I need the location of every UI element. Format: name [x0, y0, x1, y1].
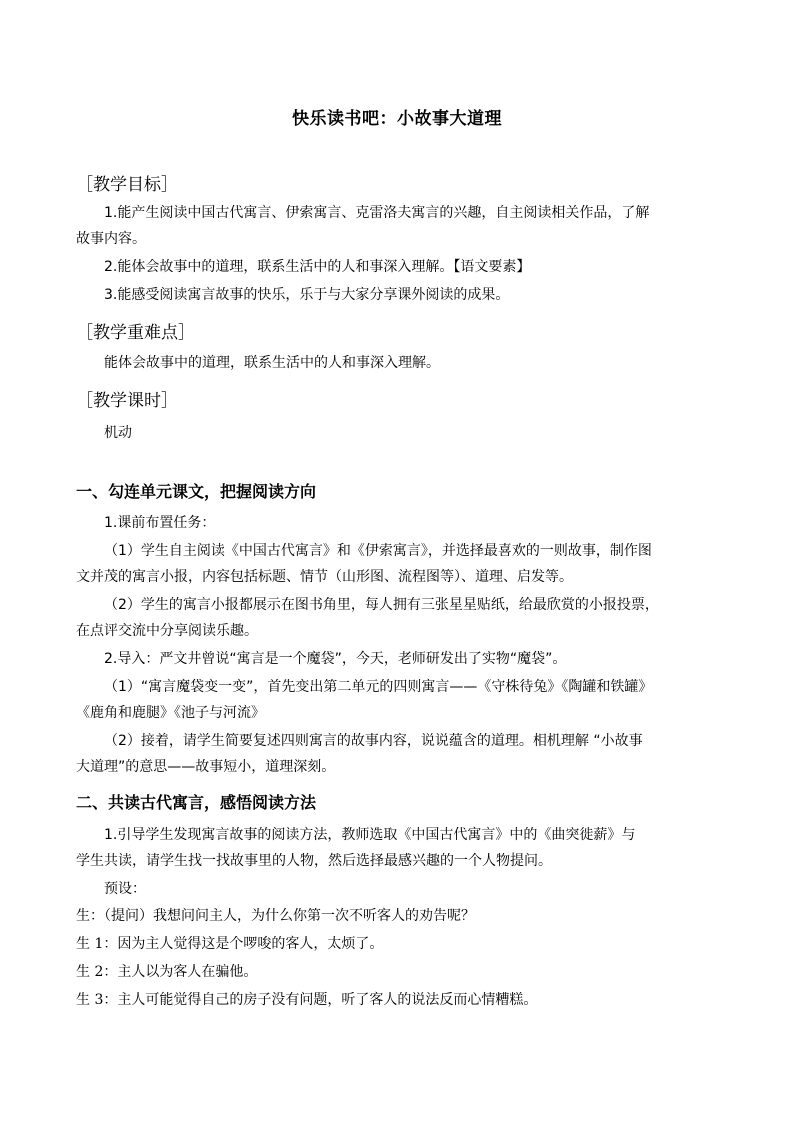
part-1-item-1-1-line-1: （1）学生自主阅读《中国古代寓言》和《伊索寓言》，并选择最喜欢的一则故事，制作图 — [104, 543, 652, 559]
part-1-item-1-2-line-2: 在点评交流中分享阅读乐趣。 — [76, 623, 258, 639]
part-1-item-1-2-line-1: （2）学生的寓言小报都展示在图书角里，每人拥有三张星星贴纸，给最欣赏的小报投票， — [104, 597, 659, 613]
part-1-item-2-2-line-2: 大道理”的意思——故事短小，道理深刻。 — [76, 759, 336, 775]
preset-label: 预设： — [104, 881, 146, 897]
hours-text: 机动 — [104, 425, 132, 441]
section-heading-hours: ［教学课时］ — [76, 391, 178, 411]
part-2-item-1-line-1: 1.引导学生发现寓言故事的阅读方法，教师选取《中国古代寓言》中的《曲突徙薪》与 — [104, 827, 636, 843]
student-line-3: 生 3：主人可能觉得自己的房子没有问题，听了客人的说法反而心情糟糕。 — [76, 992, 538, 1008]
part-2-item-1-line-2: 学生共读，请学生找一找故事里的人物，然后选择最感兴趣的一个人物提问。 — [76, 853, 552, 869]
goal-2: 2.能体会故事中的道理，联系生活中的人和事深入理解。【语文要素】 — [104, 259, 531, 275]
part-1-item-2-1-line-2: 《鹿角和鹿腿》《池子与河流》 — [76, 705, 265, 721]
goal-1-line-2: 故事内容。 — [76, 231, 146, 247]
part-1-item-1-1-line-2: 文并茂的寓言小报，内容包括标题、情节（山形图、流程图等）、道理、启发等。 — [76, 569, 573, 585]
section-heading-goals: ［教学目标］ — [76, 175, 178, 195]
student-line-2: 生 2：主人以为客人在骗他。 — [76, 964, 258, 980]
page-title: 快乐读书吧：小故事大道理 — [292, 109, 502, 129]
part-1-item-2-2-line-1: （2）接着，请学生简要复述四则寓言的故事内容，说说蕴含的道理。相机理解 “小故事 — [104, 733, 643, 749]
section-heading-key-points: ［教学重难点］ — [76, 323, 195, 343]
goal-1-line-1: 1.能产生阅读中国古代寓言、伊索寓言、克雷洛夫寓言的兴趣，自主阅读相关作品，了解 — [104, 205, 650, 221]
part-1-item-1: 1.课前布置任务： — [104, 515, 216, 531]
goal-3: 3.能感受阅读寓言故事的快乐，乐于与大家分享课外阅读的成果。 — [104, 287, 510, 303]
part-1-item-2: 2.导入：严文井曾说“寓言是一个魔袋”，今天，老师研发出了实物“魔袋”。 — [104, 651, 567, 667]
part-2-heading: 二、共读古代寓言，感悟阅读方法 — [76, 793, 317, 812]
student-line-0: 生：（提问）我想问问主人，为什么你第一次不听客人的劝告呢？ — [76, 908, 475, 924]
part-1-item-2-1-line-1: （1）“寓言魔袋变一变”，首先变出第二单元的四则寓言——《守株待兔》《陶罐和铁罐》 — [104, 679, 653, 695]
part-1-heading: 一、勾连单元课文，把握阅读方向 — [76, 482, 317, 501]
key-points-text: 能体会故事中的道理，联系生活中的人和事深入理解。 — [104, 355, 440, 371]
student-line-1: 生 1：因为主人觉得这是个啰唆的客人，太烦了。 — [76, 936, 384, 952]
